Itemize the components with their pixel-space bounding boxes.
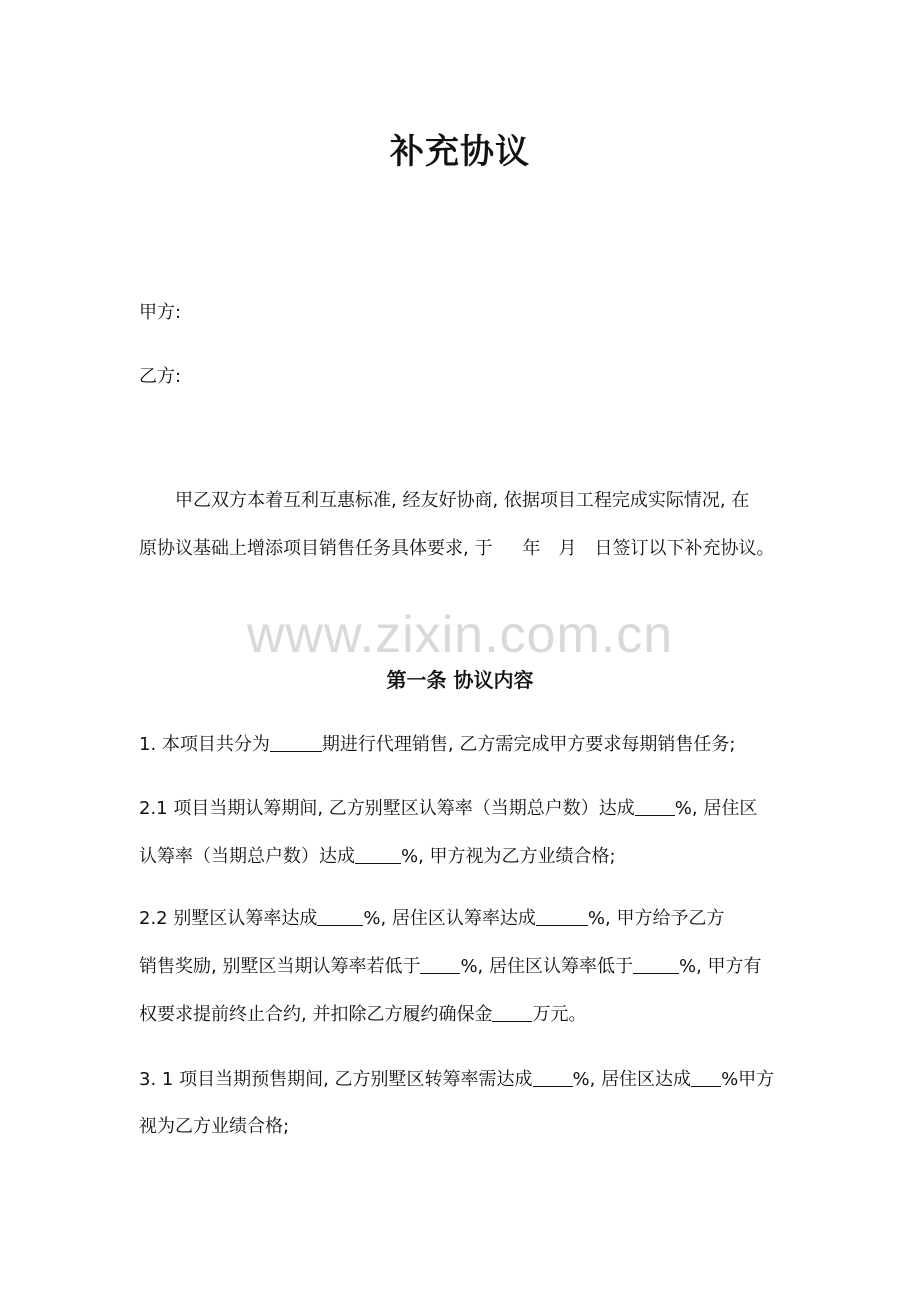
fill-blank <box>536 905 588 926</box>
clause-text: %, 居住区 <box>674 798 758 819</box>
clause-3-1 <box>139 1066 789 1140</box>
watermark: www.zixin.com.cn <box>246 606 674 664</box>
clause-text: 1. 本项目共分为 <box>139 734 270 755</box>
clause-2-2-line-1 <box>139 905 789 931</box>
clause-2-2-line-2 <box>139 953 789 979</box>
clause-text: %, 居住区认筹率达成 <box>363 908 536 929</box>
clause-text: %, 居住区达成 <box>572 1069 692 1090</box>
fill-blank <box>691 1066 721 1087</box>
clause-text: %, 居住区认筹率低于 <box>460 956 633 977</box>
date-year-label: 年 <box>522 538 541 559</box>
clause-2-1-line-2 <box>139 843 789 869</box>
clause-1-line <box>139 731 789 757</box>
document-title: 补充协议 <box>390 132 530 172</box>
clause-text: 销售奖励, 别墅区当期认筹率若低于 <box>139 956 421 977</box>
clause-text: 2.1 项目当期认筹期间, 乙方别墅区认筹率（当期总户数）达成 <box>139 798 635 819</box>
fill-blank <box>420 953 460 974</box>
clause-3-1-line-1 <box>139 1066 789 1092</box>
fill-blank <box>355 843 401 864</box>
clause-2-2 <box>139 905 789 1027</box>
fill-blank <box>270 731 322 752</box>
clause-2-1-line-1 <box>139 795 789 821</box>
clause-text: 认筹率（当期总户数）达成 <box>139 846 355 867</box>
clause-text: %, 甲方有 <box>679 956 762 977</box>
preamble-paragraph <box>139 488 789 562</box>
clause-2-2-line-3 <box>139 1001 789 1027</box>
date-month-label: 月 <box>558 538 577 559</box>
fill-blank <box>492 1001 532 1022</box>
party-a-label: 甲方: <box>139 302 182 323</box>
clause-text: 2.2 别墅区认筹率达成 <box>139 908 318 929</box>
clause-text: %, 甲方视为乙方业绩合格; <box>401 846 616 867</box>
fill-blank <box>633 953 679 974</box>
preamble-line-2 <box>139 536 789 562</box>
fill-blank <box>317 905 363 926</box>
clause-text: 权要求提前终止合约, 并扣除乙方履约确保金 <box>139 1004 493 1025</box>
fill-blank <box>635 795 675 816</box>
preamble-text: 原协议基础上增添项目销售任务具体要求, 于 <box>139 538 493 559</box>
section-heading: 第一条 协议内容 <box>386 668 534 692</box>
preamble-text-end: 日签订以下补充协议。 <box>594 538 775 559</box>
clause-3-1-line-2: 视为乙方业绩合格; <box>139 1116 290 1137</box>
clause-text: 期进行代理销售, 乙方需完成甲方要求每期销售任务; <box>321 734 736 755</box>
clause-text: 3. 1 项目当期预售期间, 乙方别墅区转筹率需达成 <box>139 1069 533 1090</box>
clause-text: 万元。 <box>532 1004 587 1025</box>
party-b-label: 乙方: <box>139 366 182 387</box>
clause-2-1 <box>139 795 789 869</box>
fill-blank <box>533 1066 573 1087</box>
clause-1 <box>139 731 789 757</box>
preamble-line-1: 甲乙双方本着互利互惠标准, 经友好协商, 依据项目工程完成实际情况, 在 <box>175 490 750 511</box>
clause-text: %, 甲方给予乙方 <box>587 908 725 929</box>
clause-text: %甲方 <box>721 1069 775 1090</box>
